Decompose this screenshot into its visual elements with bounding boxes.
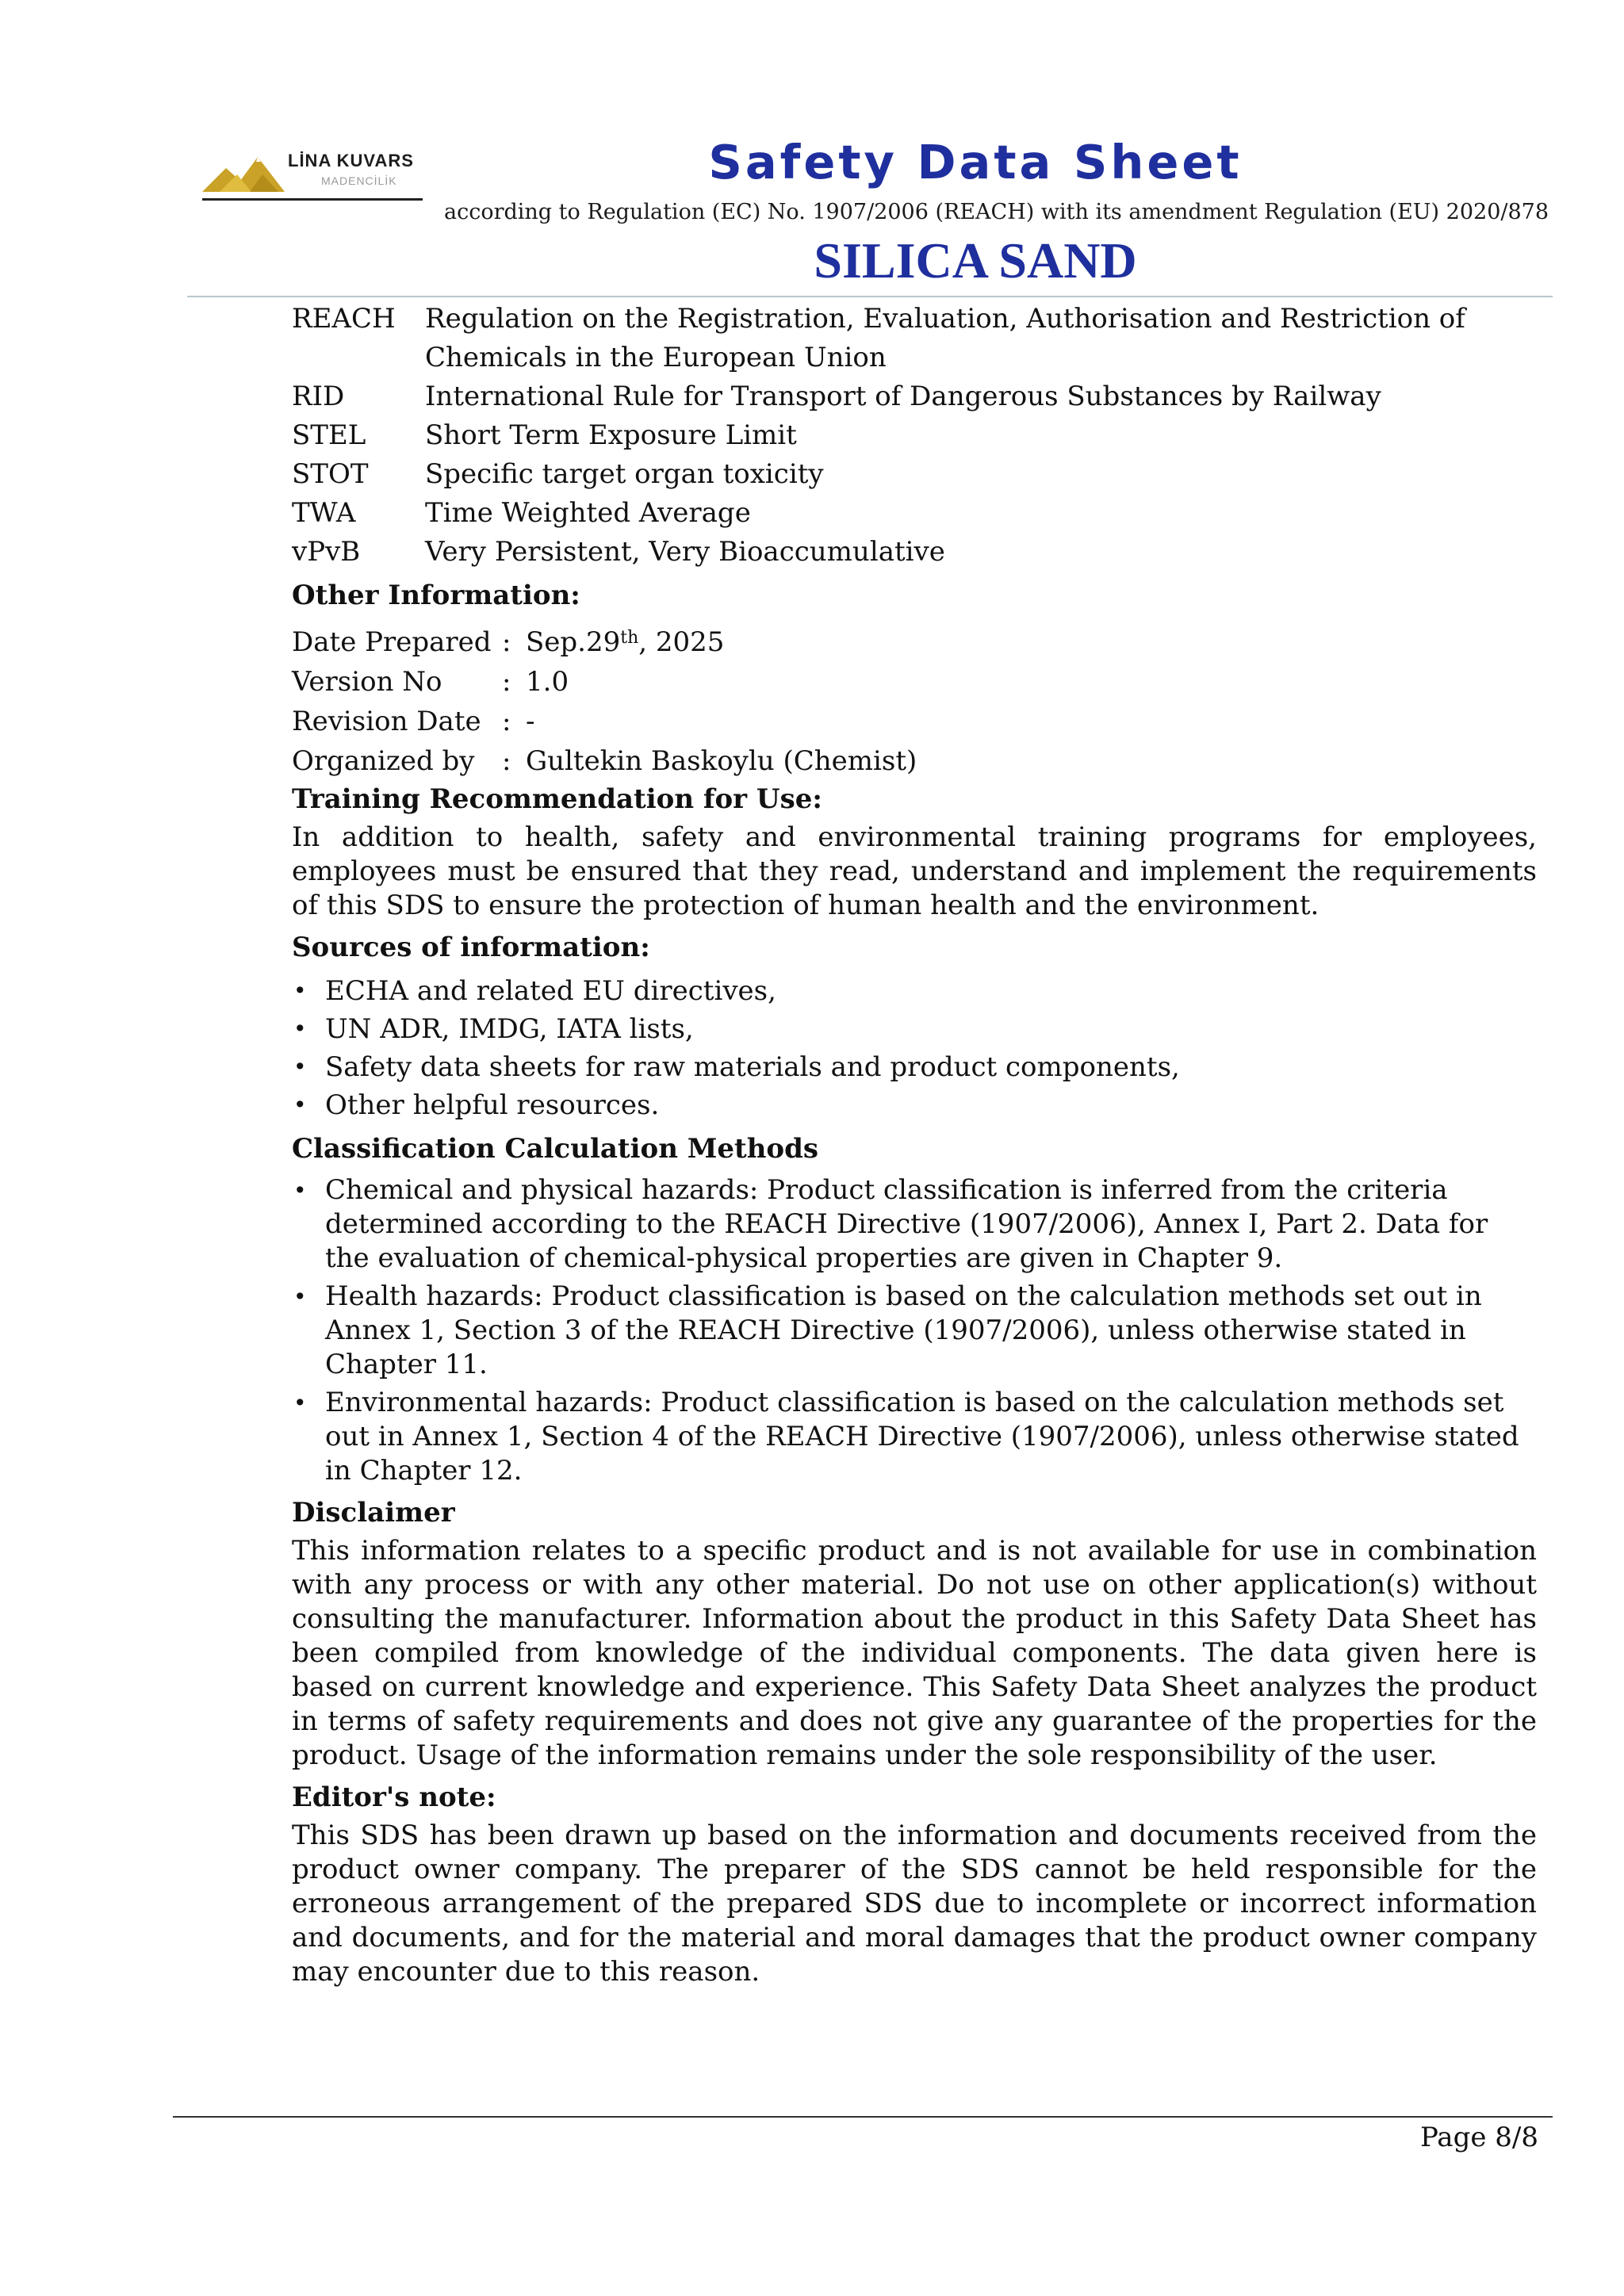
info-colon: : [502,745,511,777]
document-title: Safety Data Sheet [708,135,1243,189]
abbreviation-term: TWA [292,497,356,529]
list-item [292,1010,1537,1048]
abbreviation-row [292,416,1553,455]
bullet-icon: • [293,1016,307,1042]
list-item [292,1280,1537,1382]
info-row-date-prepared [292,618,1537,662]
info-colon: : [502,626,511,658]
list-item-text: ECHA and related EU directives, [325,975,776,1007]
bullet-icon: • [293,1177,307,1203]
info-value-superscript: th [620,628,639,648]
editors-note-heading: Editor's note: [292,1781,496,1813]
disclaimer-heading: Disclaimer [292,1497,455,1529]
abbreviation-definition: Time Weighted Average [425,497,751,529]
abbreviation-definition: Specific target organ toxicity [425,458,824,490]
document-body [292,577,1537,1996]
classification-heading: Classification Calculation Methods [292,1133,819,1165]
info-label: Organized by [292,745,475,777]
info-value: 1.0 [526,666,569,698]
info-colon: : [502,666,511,698]
list-item-text: Chemical and physical hazards: Product classification is inferred from the criteria determined according to the REACH Directive (1907/2006), Annex I, Part 2. Data for the evaluation of chemical-physical properties are given in Chapter 9. [325,1174,1488,1274]
info-row-revision-date [292,702,1537,741]
info-label: Revision Date [292,706,481,737]
training-heading: Training Recommendation for Use: [292,783,822,815]
abbreviation-term: STEL [292,419,366,451]
abbreviation-definition: International Rule for Transport of Dangerous Substances by Railway [425,381,1381,412]
list-item-text: Health hazards: Product classification is based on the calculation methods set out in Annex 1, Section 3 of the REACH Directive (1907/2006), unless otherwise stated in Chapter 11. [325,1280,1482,1380]
logo-company-subtitle: MADENCİLİK [321,174,397,187]
header-divider [187,296,1553,297]
list-item-text: Other helpful resources. [325,1089,660,1121]
classification-list [292,1173,1537,1488]
mountain-logo-icon [202,151,297,198]
list-item [292,1173,1537,1276]
abbreviation-row [292,455,1553,494]
info-value: - [526,706,535,737]
abbreviation-row [292,533,1553,572]
abbreviation-term: REACH [292,303,396,335]
company-logo [202,151,424,214]
product-name: SILICA SAND [814,232,1137,289]
abbreviation-row [292,300,1553,377]
bullet-icon: • [293,1092,307,1118]
abbreviation-definition: Regulation on the Registration, Evaluation, Authorisation and Restriction of Chemicals in the European Union [425,303,1465,373]
abbreviation-term: vPvB [292,536,361,568]
info-label: Date Prepared [292,626,492,658]
disclaimer-paragraph: This information relates to a specific product and is not available for use in combination with any process or with any other material. Do not use on other application(s) without consulting the manufacturer. Information about the product in this Safety Data Sheet has been compiled from knowledge of the individual components. The data given here is based on current knowledge and experience. This Safety Data Sheet analyzes the product in terms of safety requirements and does not give any guarantee of the properties for the product. Usage of the information remains under the sole responsibility of the user. [292,1535,1537,1771]
info-row-version [292,662,1537,702]
list-item [292,1386,1537,1488]
list-item [292,1086,1537,1124]
bullet-icon: • [293,1284,307,1310]
regulation-subtitle: according to Regulation (EC) No. 1907/2006 (REACH) with its amendment Regulation (EU) 2020/878 [444,200,1549,224]
list-item-text: UN ADR, IMDG, IATA lists, [325,1013,694,1045]
abbreviation-list [292,300,1553,572]
info-value: Sep.29 [526,626,621,658]
abbreviation-term: RID [292,381,345,412]
list-item-text: Safety data sheets for raw materials and product components, [325,1051,1180,1083]
page-number: Page 8/8 [1419,2122,1538,2153]
logo-company-name: LİNA KUVARS [288,151,414,170]
bullet-icon: • [293,1390,307,1416]
info-row-organized-by [292,741,1537,781]
sources-heading: Sources of information: [292,932,650,963]
abbreviation-row [292,494,1553,533]
info-value: Gultekin Baskoylu (Chemist) [526,745,917,777]
info-colon: : [502,706,511,737]
editors-note-paragraph: This SDS has been drawn up based on the information and documents received from the product owner company. The preparer of the SDS cannot be held responsible for the erroneous arrangement of the prepared SDS due to incomplete or incorrect information and documents, and for the material and moral damages that the product owner company may encounter due to this reason. [292,1820,1537,1988]
sources-list [292,972,1537,1124]
bullet-icon: • [293,978,307,1004]
other-information-table [292,618,1537,781]
bullet-icon: • [293,1054,307,1080]
footer-divider [173,2116,1553,2118]
list-item [292,1048,1537,1086]
abbreviation-definition: Short Term Exposure Limit [425,419,797,451]
abbreviation-term: STOT [292,458,369,490]
info-label: Version No [292,666,442,698]
training-paragraph: In addition to health, safety and environmental training programs for employees, employees must be ensured that they read, understand and implement the requirements of this SDS to ensure the protection of human health and the environment. [292,821,1537,921]
info-value-suffix: , 2025 [638,626,725,658]
logo-divider [202,198,423,201]
other-information-heading: Other Information: [292,580,580,611]
abbreviation-definition: Very Persistent, Very Bioaccumulative [425,536,945,568]
abbreviation-row [292,377,1553,416]
list-item [292,972,1537,1010]
list-item-text: Environmental hazards: Product classification is based on the calculation methods set out in Annex 1, Section 4 of the REACH Directive (1907/2006), unless otherwise stated in Chapter 12. [325,1387,1519,1487]
